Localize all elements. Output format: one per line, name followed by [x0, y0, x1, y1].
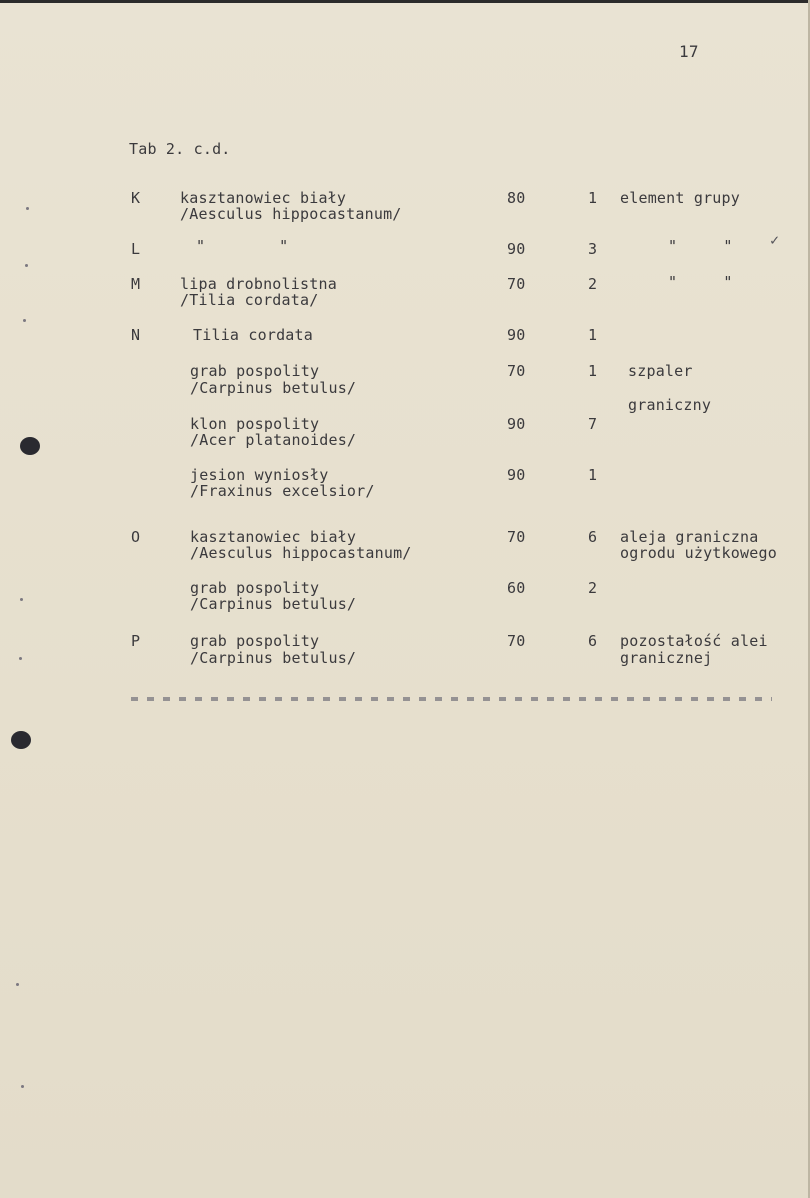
age-value: 90 [507, 466, 526, 484]
page-number: 17 [679, 42, 699, 61]
row-letter: L [131, 240, 141, 258]
note-text: element grupy [620, 189, 740, 207]
species-latin: /Carpinus betulus/ [190, 649, 357, 667]
note-text: aleja graniczna [620, 528, 759, 546]
note-text: ogrodu użytkowego [620, 544, 777, 562]
species-latin: /Acer platanoides/ [190, 431, 357, 449]
species-name: grab pospolity [190, 579, 320, 597]
age-value: 70 [507, 528, 526, 546]
margin-speck [23, 319, 26, 322]
age-value: 80 [507, 189, 526, 207]
ditto-mark: " " [668, 237, 733, 255]
species-name: kasztanowiec biały [190, 528, 357, 546]
species-latin: /Aesculus hippocastanum/ [180, 205, 402, 223]
count-value: 6 [588, 632, 598, 650]
species-latin: /Tilia cordata/ [180, 291, 319, 309]
row-letter: P [131, 632, 141, 650]
count-value: 1 [588, 362, 598, 380]
count-value: 6 [588, 528, 598, 546]
count-value: 1 [588, 189, 598, 207]
species-name: Tilia cordata [193, 326, 313, 344]
age-value: 70 [507, 632, 526, 650]
margin-speck [26, 207, 29, 210]
note-text: szpaler [628, 362, 693, 380]
row-letter: N [131, 326, 141, 344]
note-text: pozostałość alei [620, 632, 768, 650]
ditto-mark: " " [196, 237, 289, 255]
ditto-mark: " " [668, 273, 733, 291]
count-value: 7 [588, 415, 598, 433]
species-latin: /Carpinus betulus/ [190, 595, 357, 613]
species-name: jesion wyniosły [190, 466, 329, 484]
margin-speck [19, 657, 22, 660]
note-text: graniczny [628, 396, 712, 414]
age-value: 90 [507, 326, 526, 344]
species-name: kasztanowiec biały [180, 189, 347, 207]
table-title: Tab 2. c.d. [129, 140, 231, 158]
margin-speck [25, 264, 28, 267]
margin-speck [21, 1085, 24, 1088]
age-value: 70 [507, 275, 526, 293]
check-mark: ✓ [770, 231, 780, 249]
species-latin: /Aesculus hippocastanum/ [190, 544, 412, 562]
row-letter: M [131, 275, 141, 293]
count-value: 1 [588, 326, 598, 344]
note-text: granicznej [620, 649, 713, 667]
margin-speck [16, 983, 19, 986]
row-letter: K [131, 189, 141, 207]
species-name: klon pospolity [190, 415, 320, 433]
count-value: 2 [588, 579, 598, 597]
species-name: grab pospolity [190, 362, 320, 380]
age-value: 90 [507, 240, 526, 258]
page-top-edge [0, 0, 810, 3]
count-value: 3 [588, 240, 598, 258]
binder-hole-1 [20, 437, 40, 455]
species-name: lipa drobnolistna [180, 275, 337, 293]
species-name: grab pospolity [190, 632, 320, 650]
age-value: 60 [507, 579, 526, 597]
age-value: 70 [507, 362, 526, 380]
margin-speck [20, 598, 23, 601]
count-value: 2 [588, 275, 598, 293]
species-latin: /Fraxinus excelsior/ [190, 482, 375, 500]
age-value: 90 [507, 415, 526, 433]
row-letter: O [131, 528, 141, 546]
binder-hole-2 [11, 731, 31, 749]
count-value: 1 [588, 466, 598, 484]
species-latin: /Carpinus betulus/ [190, 379, 357, 397]
dashed-divider [131, 697, 772, 701]
